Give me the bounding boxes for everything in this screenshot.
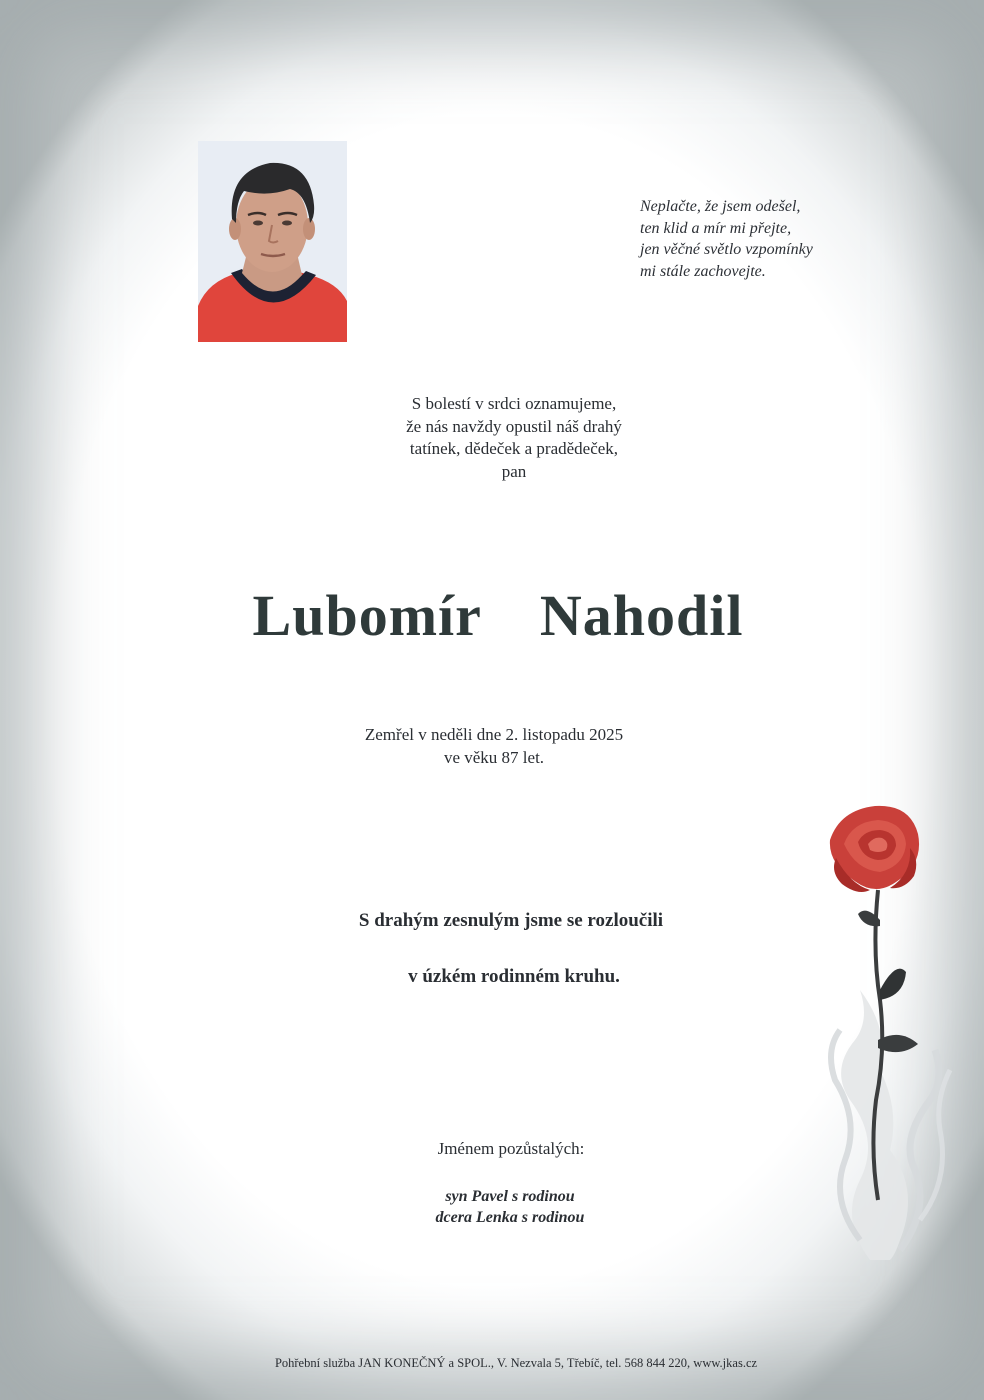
death-age: ve věku 87 let. bbox=[443, 747, 545, 767]
announcement-line: S bolestí v srdci oznamujeme, bbox=[411, 394, 617, 413]
announcement bbox=[22, 393, 984, 483]
poem-line: jen věčné světlo vzpomínky bbox=[640, 241, 813, 258]
poem-line: ten klid a mír mi přejte, bbox=[640, 219, 792, 237]
deceased-name: Lubomír Nahodil bbox=[252, 583, 744, 648]
survivor-name: dcera Lenka s rodinou bbox=[435, 1209, 585, 1226]
death-info bbox=[2, 724, 984, 769]
portrait-photo bbox=[198, 141, 347, 342]
footer: Pohřební služba JAN KONEČNÝ a SPOL., V. Nezvala 5, Třebíč, tel. 568 844 220, www.jkas.cz bbox=[274, 1356, 758, 1370]
poem bbox=[640, 196, 900, 282]
survivor-name: syn Pavel s rodinou bbox=[445, 1188, 575, 1205]
poem-line: Neplačte, že jsem odešel, bbox=[640, 198, 801, 215]
farewell-line-1: S drahým zesnulým jsme se rozloučili bbox=[358, 910, 664, 931]
announcement-line: pan bbox=[501, 461, 527, 481]
announcement-line: tatínek, dědeček a pradědeček, bbox=[409, 439, 619, 458]
farewell-line-2: v úzkém rodinném kruhu. bbox=[408, 966, 620, 987]
poem-line: mi stále zachovejte. bbox=[640, 262, 766, 280]
portrait-icon bbox=[198, 141, 347, 342]
announcement-line: že nás navždy opustil náš drahý bbox=[406, 416, 622, 436]
rose-with-smoke-icon bbox=[800, 800, 960, 1260]
survivors-label: Jménem pozůstalých: bbox=[437, 1139, 585, 1158]
death-date: Zemřel v neděli dne 2. listopadu 2025 bbox=[364, 725, 624, 744]
